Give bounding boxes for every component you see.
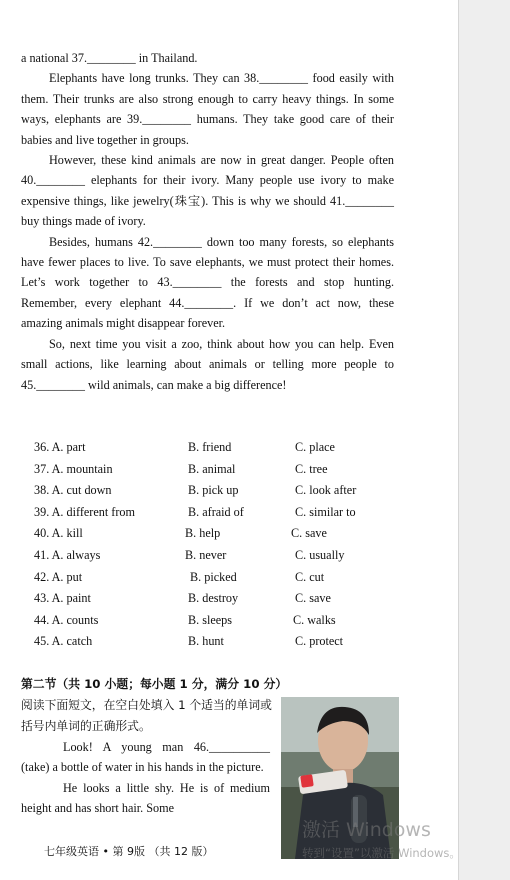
viewer-gutter [458, 0, 510, 880]
option-row-40 [34, 523, 414, 545]
answer-options [34, 437, 414, 653]
watermark-title: 激活 Windows [302, 819, 431, 841]
option-a: 40. A. kill [34, 526, 83, 541]
option-c: C. tree [295, 461, 328, 476]
option-b: B. picked [190, 569, 237, 584]
option-c: C. walks [293, 612, 336, 627]
option-c: C. save [295, 591, 331, 606]
option-b: B. friend [188, 440, 232, 454]
section-instruction [21, 695, 274, 736]
passage-paragraph-4: Besides, humans 42.________ down too many forests, so elephants have fewer places to live. To save elephants, we must protect their homes. Let’s work together to 43.________ the forests and stop hunting. Remember, every elephant 44.________. If we don’t act now, these amazing animals might disappear forever. [21, 234, 394, 331]
option-a: 36. A. part [34, 440, 86, 454]
option-a: 42. A. put [34, 569, 83, 584]
option-row-42 [34, 567, 414, 589]
option-c: C. save [291, 526, 327, 541]
option-b: B. animal [188, 461, 236, 476]
option-c: C. usually [295, 547, 345, 562]
option-c: C. look after [295, 483, 357, 498]
section-heading: 第二节（共 10 小题；每小题 1 分，满分 10 分） [21, 677, 288, 691]
option-c: C. cut [295, 569, 325, 584]
option-row-43 [34, 588, 414, 610]
activate-windows-watermark [302, 818, 461, 862]
option-a: 44. A. counts [34, 612, 99, 627]
option-c: C. protect [295, 634, 344, 649]
fill-in-passage [21, 737, 270, 818]
passage-paragraph-1: a national 37.________ in Thailand. [21, 51, 198, 65]
option-row-36 [34, 437, 414, 459]
page-footer: 七年级英语 • 第 9版 （共 12 版） [44, 845, 214, 858]
option-b: B. afraid of [188, 504, 244, 519]
option-a: 41. A. always [34, 547, 101, 562]
option-b: B. sleeps [188, 612, 233, 627]
instruction-text: 阅读下面短文，在空白处填入 1 个适当的单词或括号内单词的正确形式。 [21, 698, 272, 733]
option-a: 38. A. cut down [34, 483, 112, 498]
option-b: B. never [185, 547, 227, 562]
passage-paragraph-3: However, these kind animals are now in great danger. People often 40.________ elephants for their ivory. Many people use ivory to make expensive things, like jewelry(珠宝). This is why we should 41.________ buy things made of ivory. [21, 153, 394, 229]
passage-paragraph-5: So, next time you visit a zoo, think about how you can help. Even small actions, like learning about animals or telling more people to 45.________ wild animals, can make a big difference! [21, 336, 394, 392]
option-row-44 [34, 610, 414, 632]
option-c: C. place [295, 440, 335, 454]
option-row-38 [34, 480, 414, 502]
option-b: B. destroy [188, 591, 239, 606]
option-a: 43. A. paint [34, 591, 91, 606]
option-b: B. help [185, 526, 221, 541]
option-a: 45. A. catch [34, 634, 93, 649]
fill-in-paragraph-2: He looks a little shy. He is of medium height and has short hair. Some [21, 780, 270, 815]
fill-in-paragraph-1: Look! A young man 46.__________ (take) a bottle of water in his hands in the picture. [21, 740, 270, 775]
watermark-subtitle: 转到“设置”以激活 Windows。 [302, 846, 461, 860]
option-row-37 [34, 459, 414, 481]
option-row-45 [34, 631, 414, 653]
option-row-39 [34, 502, 414, 524]
option-a: 37. A. mountain [34, 461, 113, 476]
option-c: C. similar to [295, 504, 356, 519]
reading-passage [21, 48, 394, 395]
option-b: B. hunt [188, 634, 224, 649]
option-b: B. pick up [188, 483, 239, 498]
passage-paragraph-2: Elephants have long trunks. They can 38.________ food easily with them. Their trunks are also strong enough to carry heavy things. In some ways, elephants are 39.________ humans. They take good care of their babies and live together in groups. [21, 71, 394, 147]
option-row-41 [34, 545, 414, 567]
option-a: 39. A. different from [34, 504, 135, 519]
